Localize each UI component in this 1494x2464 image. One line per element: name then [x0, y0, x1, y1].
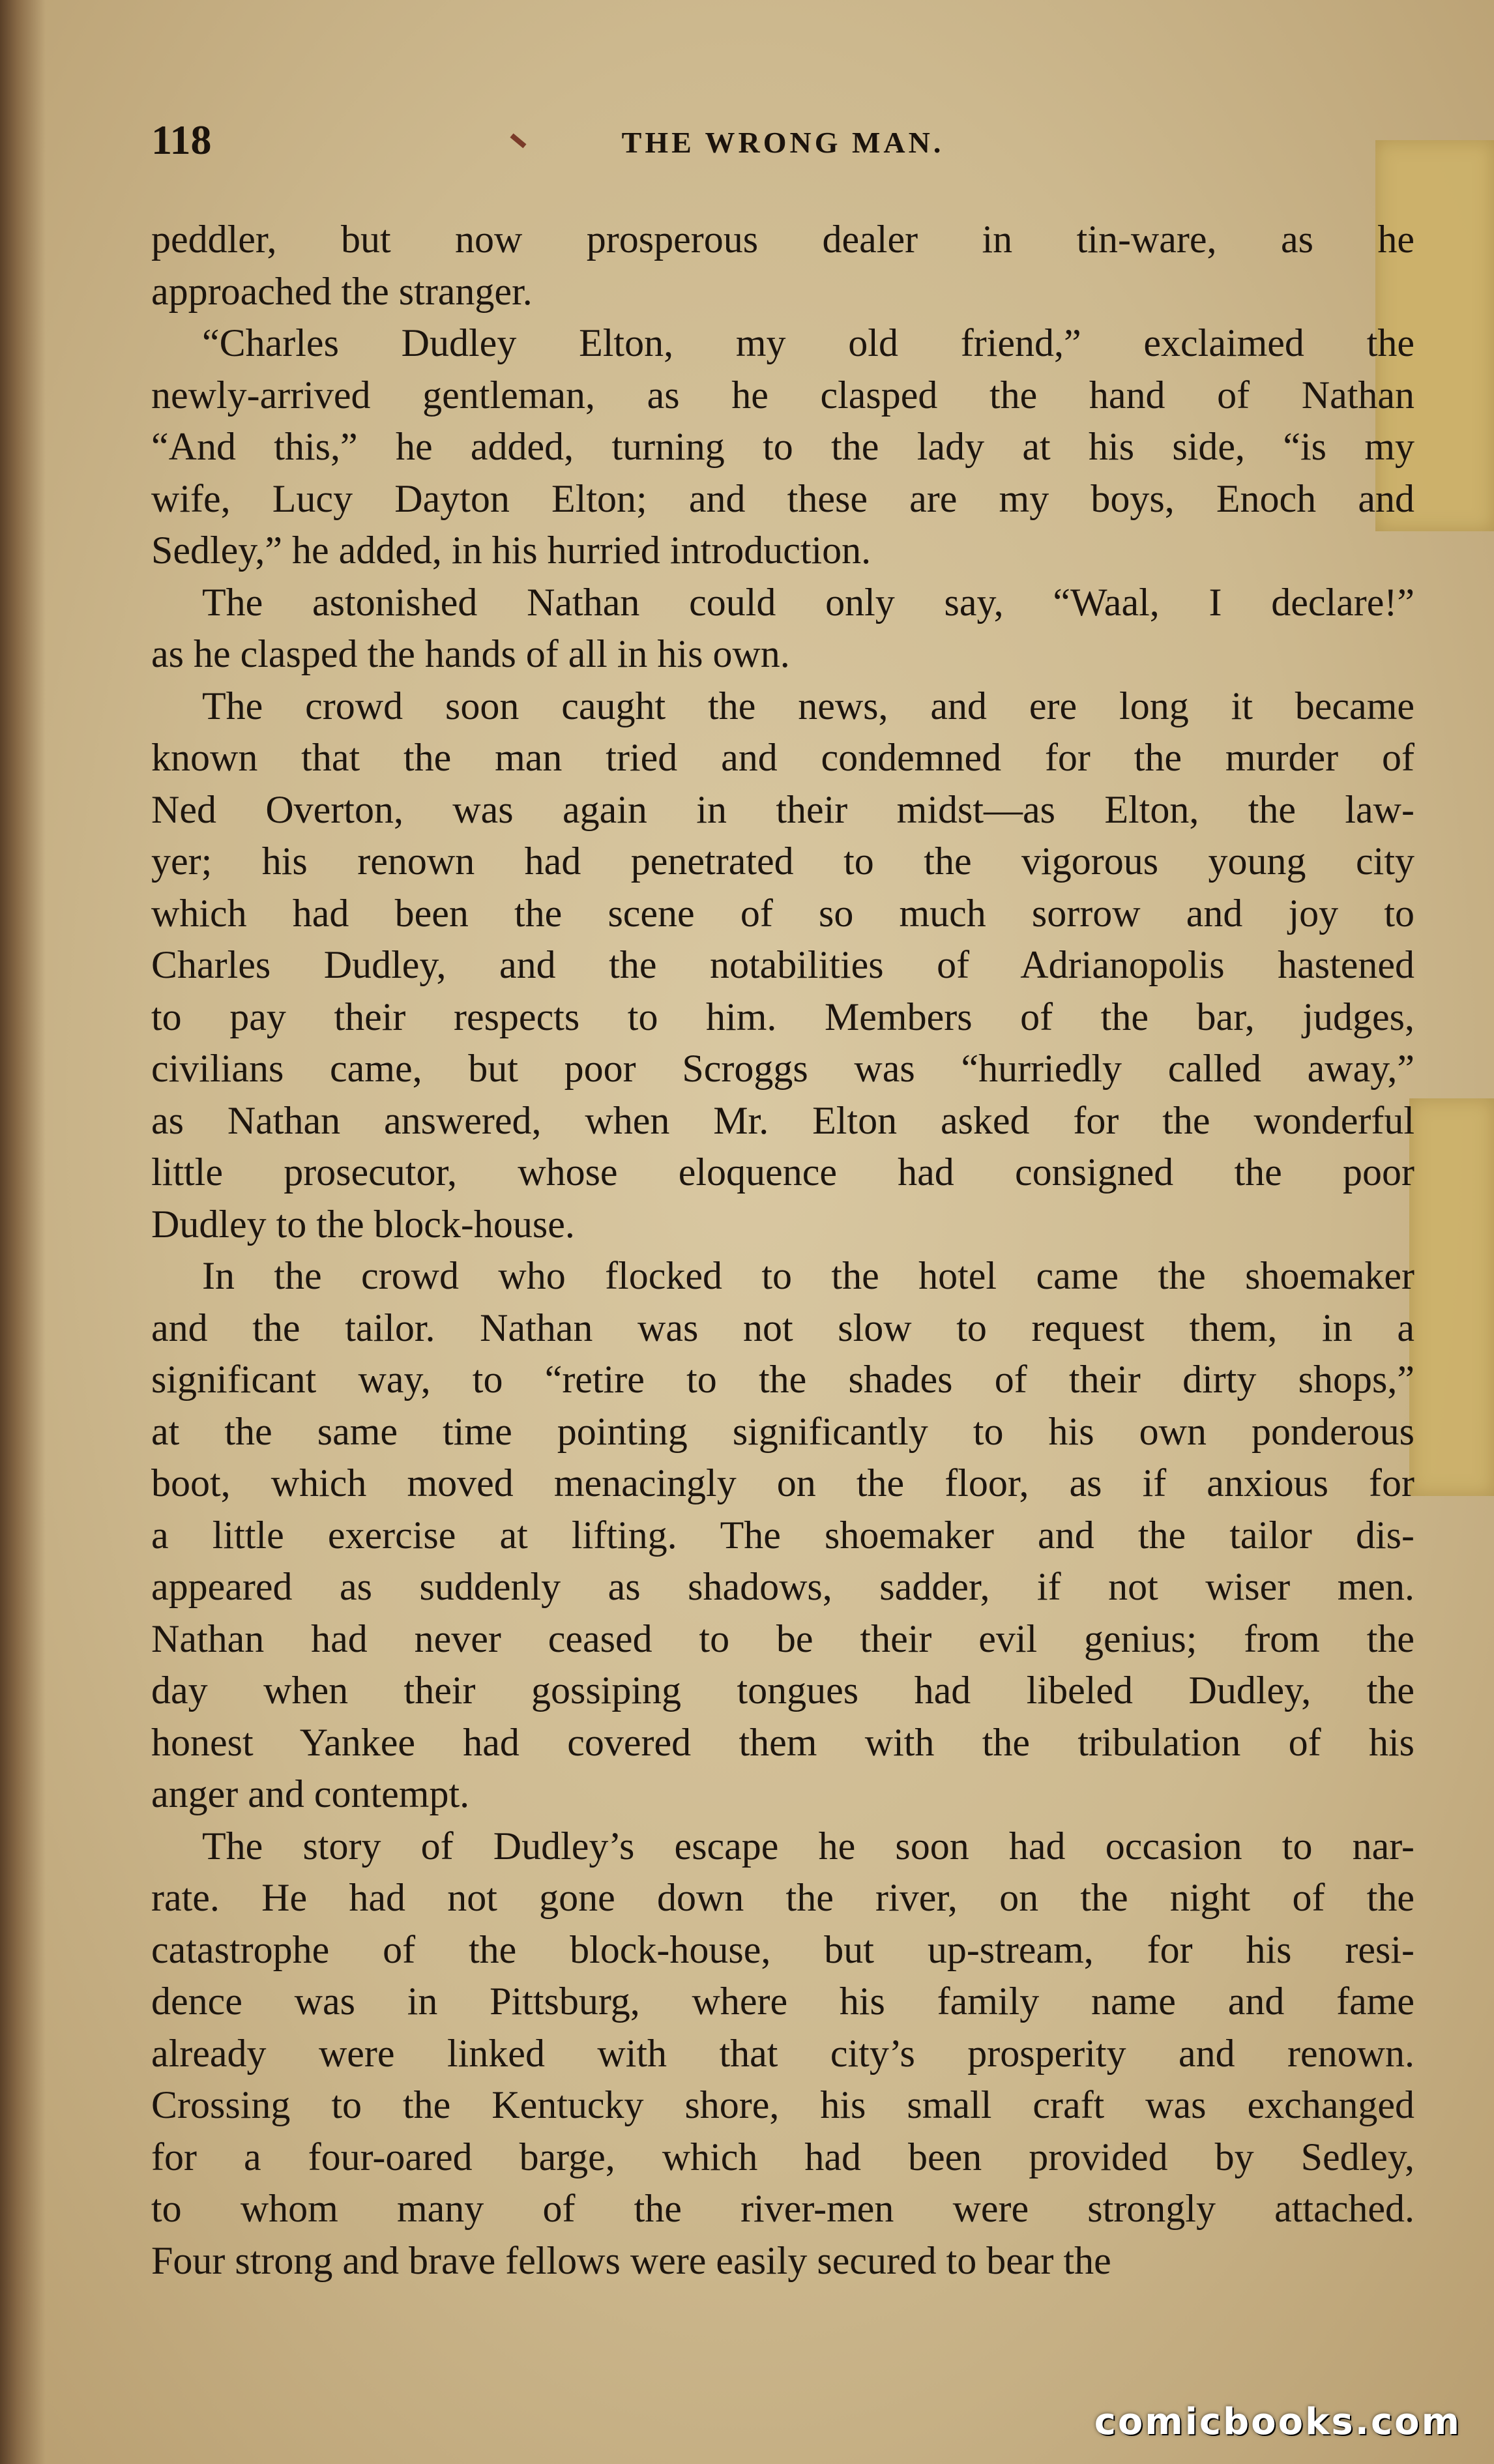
text-line: honest Yankee had covered them with the tribulation of his — [151, 1720, 1414, 1764]
text-line: day when their gossiping tongues had libeled Dudley, the — [151, 1669, 1414, 1712]
text-line: The story of Dudley’s escape he soon had occasion to nar- — [202, 1824, 1414, 1868]
text-line: anger and contempt. — [151, 1772, 470, 1815]
text-line: Ned Overton, was again in their midst—as Elton, the law- — [151, 787, 1414, 831]
text-line: The astonished Nathan could only say, “Waal, I declare!” — [202, 580, 1414, 624]
text-line: at the same time pointing significantly to his own ponderous — [151, 1409, 1414, 1453]
text-line: known that the man tried and condemned for the murder of — [151, 736, 1414, 779]
page-header — [151, 116, 1414, 175]
paragraph — [151, 681, 1414, 1251]
text-line: already were linked with that city’s prosperity and renown. — [151, 2031, 1414, 2075]
text-line: catastrophe of the block-house, but up-stream, for his resi- — [151, 1928, 1414, 1971]
tape-strip-bottom — [1409, 1098, 1494, 1496]
book-spine-shadow — [0, 0, 46, 2464]
text-line: Crossing to the Kentucky shore, his small craft was exchanged — [151, 2083, 1414, 2126]
paragraph — [151, 1250, 1414, 1821]
text-line: as he clasped the hands of all in his own. — [151, 632, 790, 675]
text-line: which had been the scene of so much sorrow and joy to — [151, 891, 1414, 935]
paragraph — [151, 1821, 1414, 2287]
text-line: Sedley,” he added, in his hurried introduction. — [151, 529, 872, 572]
text-line: a little exercise at lifting. The shoemaker and the tailor dis- — [151, 1513, 1414, 1557]
text-line: In the crowd who flocked to the hotel came the shoemaker — [202, 1254, 1414, 1297]
text-line: significant way, to “retire to the shades of their dirty shops,” — [151, 1358, 1414, 1401]
text-line: appeared as suddenly as shadows, sadder, if not wiser men. — [151, 1565, 1414, 1608]
text-line: “Charles Dudley Elton, my old friend,” exclaimed the — [202, 321, 1414, 364]
paragraph — [151, 577, 1414, 681]
text-line: Four strong and brave fellows were easily secured to bear the — [151, 2238, 1111, 2282]
text-line: newly-arrived gentleman, as he clasped the hand of Nathan — [151, 373, 1414, 417]
body-text — [151, 214, 1414, 2287]
text-line: yer; his renown had penetrated to the vigorous young city — [151, 840, 1414, 883]
text-line: civilians came, but poor Scroggs was “hurriedly called away,” — [151, 1047, 1414, 1090]
paragraph — [151, 214, 1414, 317]
text-line: Charles Dudley, and the notabilities of Adrianopolis hastened — [151, 943, 1414, 986]
text-line: Dudley to the block-house. — [151, 1202, 575, 1246]
text-line: “And this,” he added, turning to the lady at his side, “is my — [151, 425, 1414, 468]
text-line: little prosecutor, whose eloquence had consigned the poor — [151, 1151, 1414, 1194]
text-line: approached the stranger. — [151, 269, 533, 313]
text-line: The crowd soon caught the news, and ere long it became — [202, 684, 1414, 727]
page-number: 118 — [151, 117, 212, 163]
text-line: rate. He had not gone down the river, on the night of the — [151, 1876, 1414, 1919]
text-line: and the tailor. Nathan was not slow to request them, in a — [151, 1306, 1414, 1349]
text-line: peddler, but now prosperous dealer in tin-ware, as he — [151, 218, 1414, 261]
text-line: boot, which moved menacingly on the floor, as if anxious for — [151, 1461, 1414, 1504]
paragraph — [151, 317, 1414, 577]
text-line: dence was in Pittsburg, where his family name and fame — [151, 1980, 1414, 2023]
text-line: wife, Lucy Dayton Elton; and these are my boys, Enoch and — [151, 477, 1414, 520]
running-title: THE WRONG MAN. — [621, 126, 945, 159]
text-line: Nathan had never ceased to be their evil genius; from the — [151, 1617, 1414, 1660]
text-line: as Nathan answered, when Mr. Elton asked for the wonderful — [151, 1098, 1414, 1142]
text-line: to pay their respects to him. Members of the bar, judges, — [151, 995, 1414, 1038]
text-line: for a four-oared barge, which had been provided by Sedley, — [151, 2135, 1414, 2178]
watermark: comicbooks.com — [1094, 2401, 1461, 2443]
text-line: to whom many of the river-men were strongly attached. — [151, 2187, 1414, 2230]
